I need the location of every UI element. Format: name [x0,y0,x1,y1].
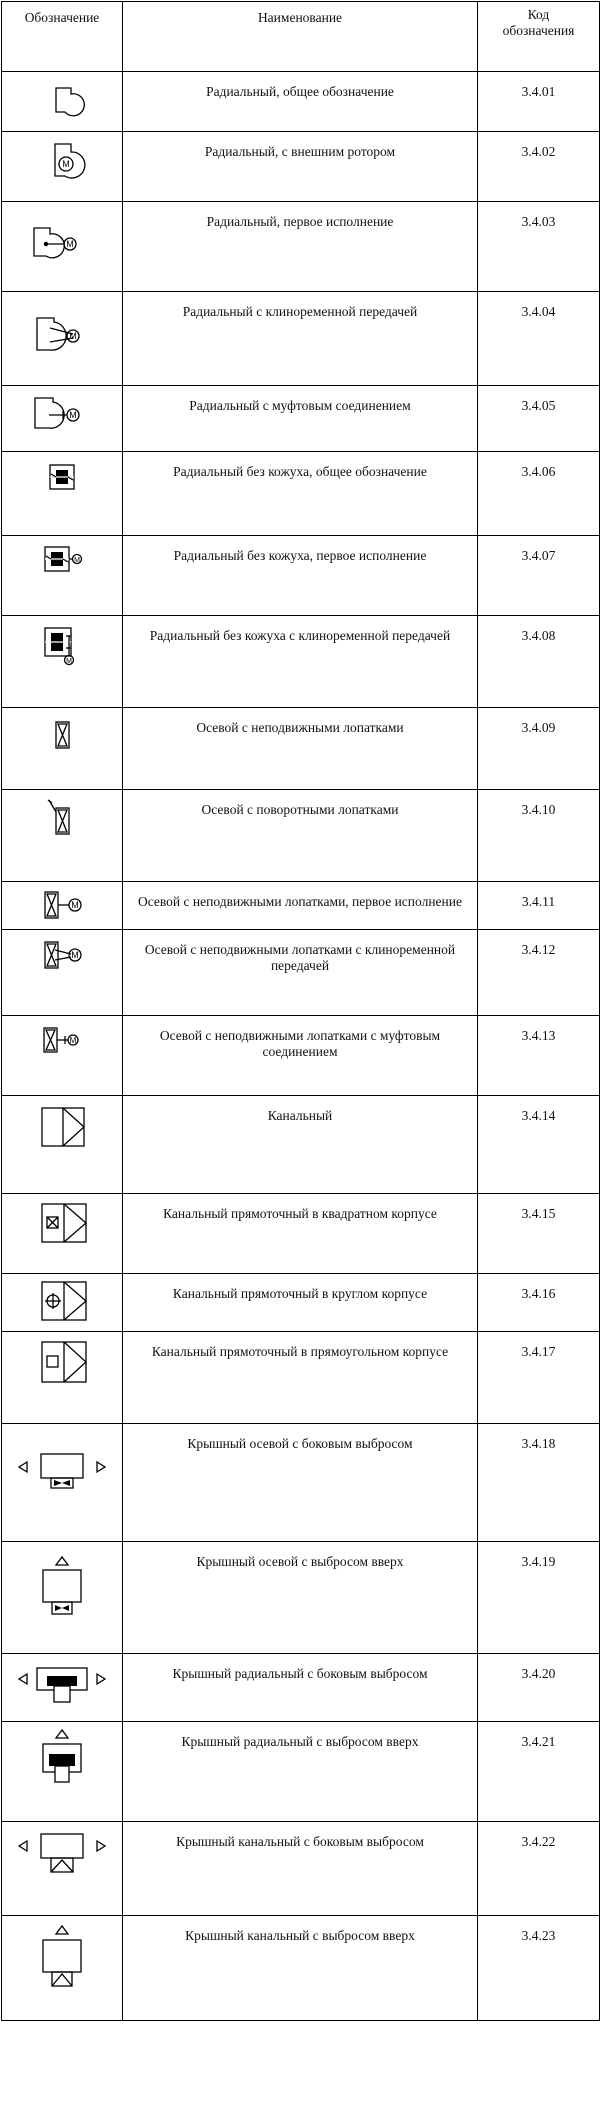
table-row [2,452,600,536]
fan-symbols-table [1,1,600,2021]
svg-text:М: М [62,159,70,169]
roof-radial-side-icon [7,1654,117,1720]
svg-text:М: М [74,557,80,564]
duct-round-icon [22,1274,102,1330]
row-name: Радиальный, общее обозначение [123,72,478,132]
table-row [2,132,600,202]
svg-text:М: М [71,900,79,910]
header-name: Наименование [123,2,478,72]
row-code: 3.4.03 [478,202,600,292]
row-code: 3.4.13 [478,1016,600,1096]
table-row [2,1016,600,1096]
row-code: 3.4.07 [478,536,600,616]
header-designation: Обозначение [2,2,123,72]
roof-duct-up-icon [7,1916,117,2019]
row-name: Радиальный без кожуха, первое исполнение [123,536,478,616]
row-name: Крышный канальный с боковым выбросом [123,1822,478,1916]
radial-no-casing-first-icon [22,536,102,614]
table-row [2,202,600,292]
row-code: 3.4.10 [478,790,600,882]
row-code: 3.4.02 [478,132,600,202]
row-name: Осевой с неподвижными лопатками [123,708,478,790]
row-name: Крышный канальный с выбросом вверх [123,1916,478,2021]
row-name: Радиальный, с внешним ротором [123,132,478,202]
table-row [2,1542,600,1654]
row-name: Канальный [123,1096,478,1194]
radial-outer-rotor-icon [27,132,97,200]
table-row [2,1654,600,1722]
table-row [2,1274,600,1332]
duct-square-icon [22,1194,102,1272]
row-code: 3.4.19 [478,1542,600,1654]
row-name: Канальный прямоточный в круглом корпусе [123,1274,478,1332]
row-code: 3.4.23 [478,1916,600,2021]
row-name: Крышный осевой с боковым выбросом [123,1424,478,1542]
axial-rotary-blades-icon [27,790,97,880]
row-code: 3.4.01 [478,72,600,132]
svg-text:М: М [69,1036,77,1045]
radial-no-casing-belt-icon [22,616,102,706]
table-row [2,616,600,708]
row-code: 3.4.16 [478,1274,600,1332]
row-code: 3.4.12 [478,930,600,1016]
table-row [2,1096,600,1194]
row-name: Осевой с неподвижными лопатками с клиноременной передачей [123,930,478,1016]
row-code: 3.4.18 [478,1424,600,1542]
row-code: 3.4.21 [478,1722,600,1822]
row-name: Канальный прямоточный в прямоугольном корпусе [123,1332,478,1424]
svg-text:М: М [66,658,72,665]
table-row [2,72,600,132]
row-code: 3.4.22 [478,1822,600,1916]
roof-axial-up-icon [7,1542,117,1652]
row-code: 3.4.08 [478,616,600,708]
table-row [2,790,600,882]
header-code-line2: обозначения [502,23,575,38]
axial-fixed-coupling-icon [22,1016,102,1094]
axial-fixed-belt-icon [22,930,102,1014]
table-row [2,1722,600,1822]
table-row [2,1194,600,1274]
svg-text:М: М [69,331,77,341]
radial-general-icon [27,72,97,130]
row-name: Радиальный с муфтовым соединением [123,386,478,452]
table-row [2,536,600,616]
duct-icon [22,1096,102,1192]
row-code: 3.4.15 [478,1194,600,1274]
svg-text:М: М [71,950,79,960]
svg-text:М: М [66,239,74,249]
row-code: 3.4.05 [478,386,600,452]
table-row [2,386,600,452]
axial-fixed-first-icon [22,882,102,928]
table-row [2,930,600,1016]
row-name: Осевой с неподвижными лопатками с муфтовым соединением [123,1016,478,1096]
roof-radial-up-icon [7,1722,117,1820]
radial-v-belt-icon [17,292,107,384]
row-name: Крышный радиальный с боковым выбросом [123,1654,478,1722]
radial-first-version-icon [17,202,107,290]
row-name: Радиальный с клиноременной передачей [123,292,478,386]
row-name: Канальный прямоточный в квадратном корпусе [123,1194,478,1274]
table-row [2,1424,600,1542]
row-code: 3.4.06 [478,452,600,536]
row-name: Крышный осевой с выбросом вверх [123,1542,478,1654]
row-name: Радиальный без кожуха с клиноременной передачей [123,616,478,708]
axial-fixed-blades-icon [27,708,97,788]
row-code: 3.4.11 [478,882,600,930]
row-name: Радиальный, первое исполнение [123,202,478,292]
row-code: 3.4.14 [478,1096,600,1194]
row-code: 3.4.17 [478,1332,600,1424]
row-code: 3.4.20 [478,1654,600,1722]
row-name: Крышный радиальный с выбросом вверх [123,1722,478,1822]
row-name: Осевой с неподвижными лопатками, первое исполнение [123,882,478,930]
header-code [478,2,600,72]
row-name: Радиальный без кожуха, общее обозначение [123,452,478,536]
table-row [2,1916,600,2021]
radial-no-casing-icon [27,452,97,534]
duct-rect-icon [22,1332,102,1422]
svg-text:М: М [69,410,77,420]
roof-duct-side-icon [7,1822,117,1914]
radial-coupling-icon [17,386,107,450]
roof-axial-side-icon [7,1424,117,1540]
table-row [2,708,600,790]
row-name: Осевой с поворотными лопатками [123,790,478,882]
table-row [2,882,600,930]
row-code: 3.4.04 [478,292,600,386]
table-row [2,292,600,386]
row-code: 3.4.09 [478,708,600,790]
table-row [2,1332,600,1424]
header-row [2,2,600,72]
table-row [2,1822,600,1916]
header-code-line1: Код [527,7,550,22]
